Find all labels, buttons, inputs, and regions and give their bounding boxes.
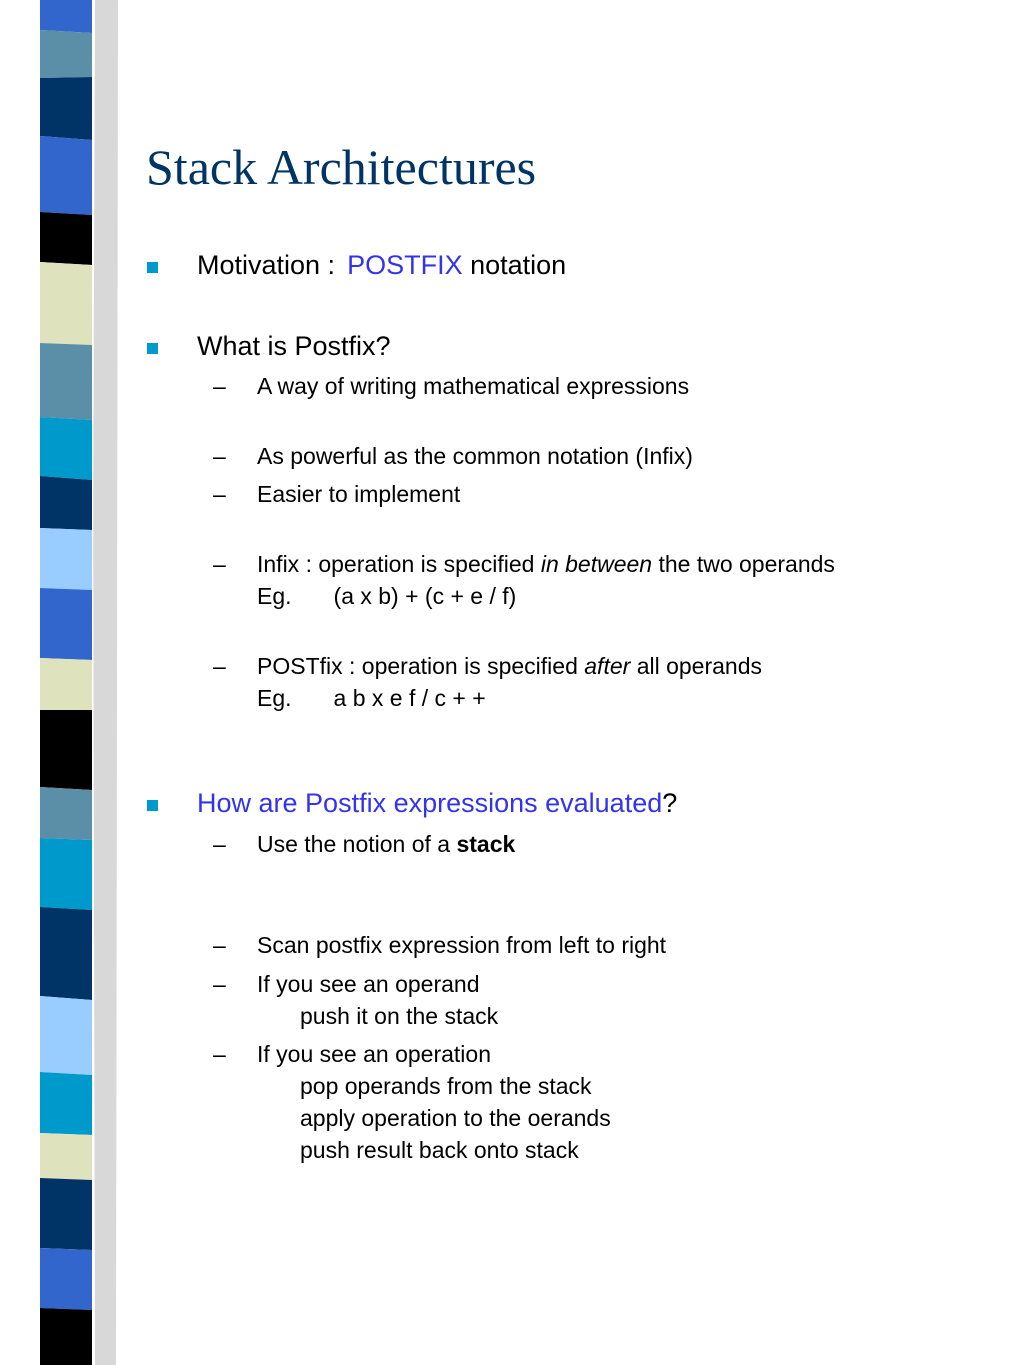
operation-action-push: push result back onto stack — [300, 1137, 579, 1163]
dash-marker: – — [213, 932, 226, 958]
postfix-emphasis: after — [584, 653, 631, 679]
bullet-square-icon — [147, 262, 158, 273]
sub-scan: Scan postfix expression from left to right — [257, 932, 667, 958]
infix-eg-label: Eg. — [257, 583, 292, 609]
sub-infix — [257, 550, 835, 578]
sub-operation: If you see an operation — [257, 1041, 491, 1067]
dash-marker: – — [213, 443, 226, 469]
dash-marker: – — [213, 831, 226, 857]
bullet-motivation — [197, 249, 566, 281]
sub-operand: If you see an operand — [257, 971, 480, 997]
slide-title: Stack Architectures — [146, 139, 537, 195]
bullet-square-icon — [147, 343, 158, 354]
motivation-highlight: POSTFIX — [347, 250, 463, 280]
operation-action-apply: apply operation to the oerands — [300, 1105, 611, 1131]
sub-powerful: As powerful as the common notation (Infix) — [257, 443, 693, 469]
dash-marker: – — [213, 1041, 226, 1067]
bullet-evaluated — [197, 787, 677, 819]
infix-emphasis: in between — [540, 551, 653, 577]
motivation-label: Motivation : — [197, 250, 336, 280]
postfix-eg-label: Eg. — [257, 685, 292, 711]
operand-action: push it on the stack — [300, 1003, 499, 1029]
dash-marker: – — [213, 971, 226, 997]
notion-prefix: Use the notion of a — [257, 831, 451, 857]
operation-action-pop: pop operands from the stack — [300, 1073, 592, 1099]
bullet-square-icon — [147, 800, 158, 811]
postfix-prefix: POSTfix : operation is specified — [257, 653, 578, 679]
infix-eg-value: (a x b) + (c + e / f) — [333, 583, 517, 609]
dash-marker: – — [213, 373, 226, 399]
infix-suffix: the two operands — [658, 551, 835, 577]
sub-easier: Easier to implement — [257, 481, 461, 507]
sub-postfix — [257, 652, 762, 680]
evaluated-highlight: How are Postfix expressions evaluated — [197, 788, 663, 818]
dash-marker: – — [213, 653, 226, 679]
sub-notion — [257, 830, 515, 858]
decorative-side-strip — [0, 0, 120, 1365]
sub-writing: A way of writing mathematical expressions — [257, 373, 690, 399]
postfix-example — [257, 684, 486, 712]
dash-marker: – — [213, 551, 226, 577]
notion-bold: stack — [456, 831, 516, 857]
motivation-suffix: notation — [470, 250, 567, 280]
infix-example — [257, 582, 516, 610]
bullet-what-is-postfix: What is Postfix? — [197, 331, 391, 361]
postfix-suffix: all operands — [636, 653, 762, 679]
infix-prefix: Infix : operation is specified — [257, 551, 535, 577]
dash-marker: – — [213, 481, 226, 507]
postfix-eg-value: a b x e f / c + + — [333, 685, 486, 711]
evaluated-suffix: ? — [662, 788, 678, 818]
